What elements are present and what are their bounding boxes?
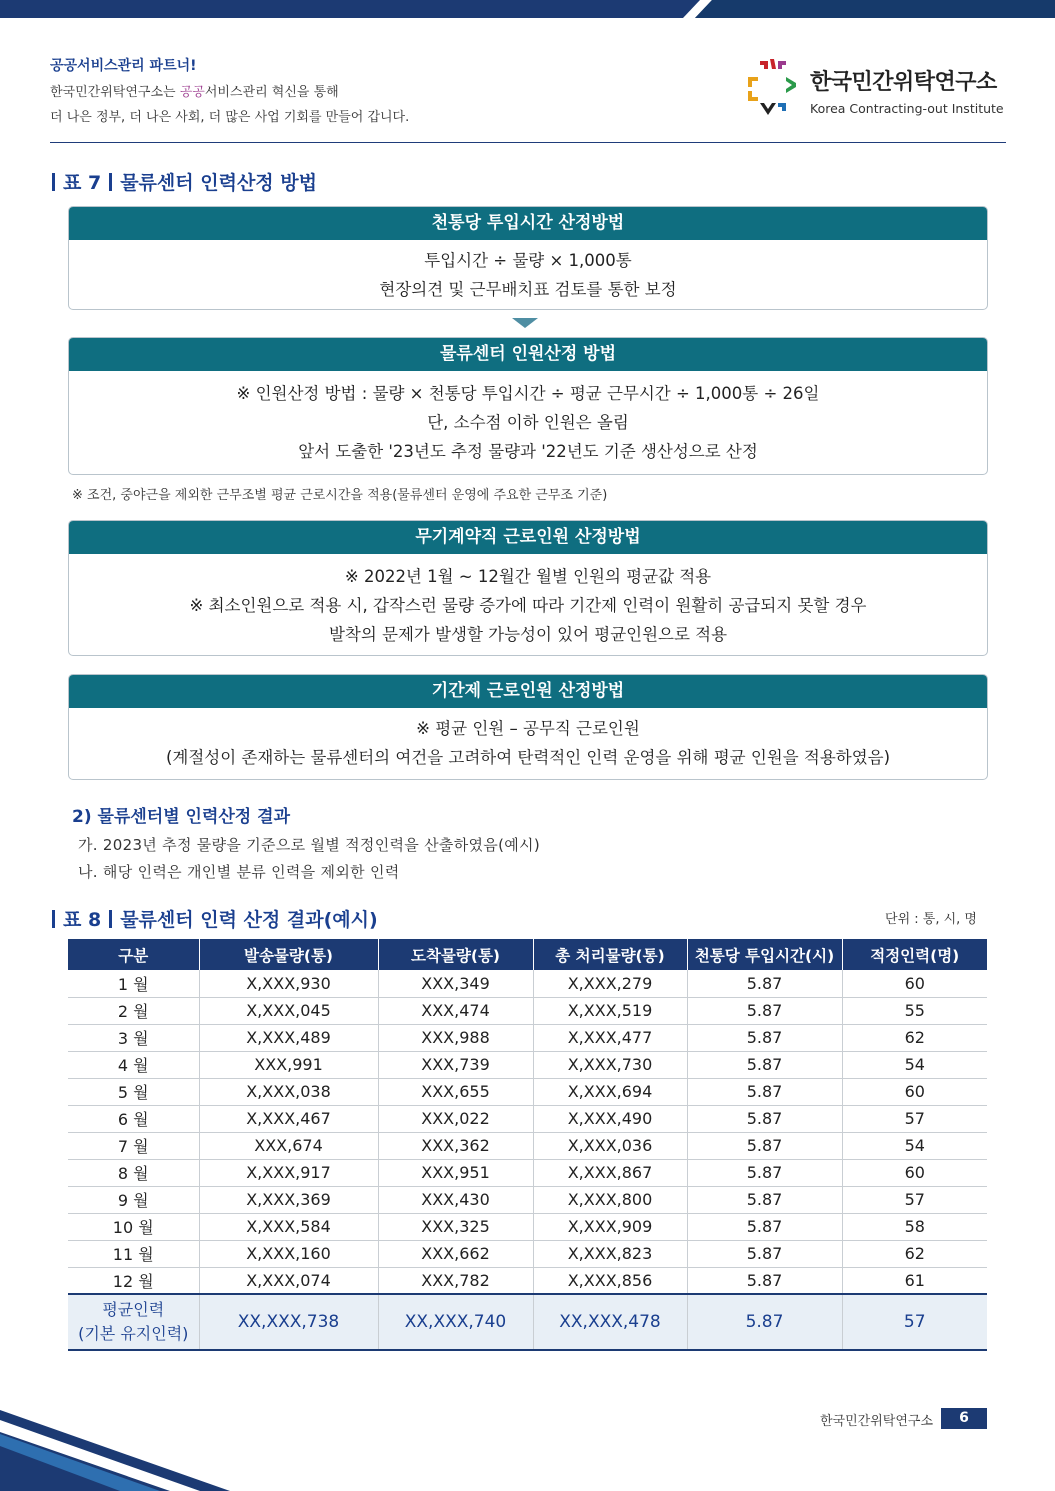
table-cell: XXX,325 [378,1213,533,1240]
table-cell: 5.87 [687,1132,842,1159]
title-bar [109,910,112,928]
logo-korean-name: 한국민간위탁연구소 [810,70,997,95]
table8-title-text: 물류센터 인력 산정 결과(예시) [120,909,378,931]
table-row [68,1051,987,1078]
table-header-row [68,939,987,970]
box-heading: 천통당 투입시간 산정방법 [69,207,987,240]
institute-logo [746,57,1006,119]
month-cell: 8 월 [68,1159,199,1186]
table-cell: X,XXX,694 [533,1078,687,1105]
table-cell: XXX,655 [378,1078,533,1105]
month-cell: 11 월 [68,1240,199,1267]
page-number: 6 [941,1408,987,1429]
page-header [50,55,1006,145]
logo-english-name: Korea Contracting-out Institute [810,101,1004,116]
box-temporary-staff-method [68,674,988,780]
table-cell: 54 [842,1132,987,1159]
table-row [68,1132,987,1159]
box-body [69,554,987,649]
tagline-line-1 [50,81,339,100]
box-permanent-staff-method [68,520,988,656]
column-header: 도착물량(통) [378,939,533,970]
average-cell: 5.87 [687,1294,842,1350]
box-per-thousand-hours [68,206,988,310]
table-cell: 5.87 [687,1105,842,1132]
table-cell: 58 [842,1213,987,1240]
table-cell: XXX,951 [378,1159,533,1186]
table-cell: X,XXX,856 [533,1267,687,1294]
column-header: 총 처리물량(통) [533,939,687,970]
table-cell: X,XXX,036 [533,1132,687,1159]
table-cell: 62 [842,1240,987,1267]
table8-number: 표 8 [63,909,102,931]
table-cell: 55 [842,997,987,1024]
tagline-line-2: 더 나은 정부, 더 나은 사회, 더 많은 사업 기회를 만들어 갑니다. [50,110,410,125]
table-cell: X,XXX,823 [533,1240,687,1267]
table-cell: X,XXX,930 [199,970,378,997]
table-cell: X,XXX,917 [199,1159,378,1186]
month-cell: 1 월 [68,970,199,997]
table-cell: X,XXX,584 [199,1213,378,1240]
box-line: 현장의견 및 근무배치표 검토를 통한 보정 [379,280,677,299]
table-cell: X,XXX,730 [533,1051,687,1078]
column-header: 적정인력(명) [842,939,987,970]
month-cell: 5 월 [68,1078,199,1105]
table-cell: XXX,782 [378,1267,533,1294]
bottom-decorative-band [0,1410,330,1491]
table-cell: 57 [842,1105,987,1132]
table-cell: 5.87 [687,1024,842,1051]
unit-label: 단위 : 통, 시, 명 [885,912,977,927]
box-line: 앞서 도출한 '23년도 추정 물량과 '22년도 기준 생산성으로 산정 [298,442,758,461]
table-cell: XXX,674 [199,1132,378,1159]
month-cell: 2 월 [68,997,199,1024]
table-cell: XXX,991 [199,1051,378,1078]
paragraph-b: 나. 해당 인력은 개인별 분류 인력을 제외한 인력 [78,863,400,881]
month-cell: 4 월 [68,1051,199,1078]
table-cell: XXX,739 [378,1051,533,1078]
column-header: 천통당 투입시간(시) [687,939,842,970]
table7-title [52,168,317,195]
table-body [68,970,987,1294]
average-cell: XX,XXX,738 [199,1294,378,1350]
tagline-highlight: 공공 [179,85,205,100]
average-cell: 57 [842,1294,987,1350]
footnote: ※ 조건, 중야근을 제외한 근무조별 평균 근로시간을 적용(물류센터 운영에 주요한 근무조 기준) [72,488,608,503]
table-cell: XXX,474 [378,997,533,1024]
staffing-result-table [68,939,987,1351]
tagline-title: 공공서비스관리 파트너! [50,58,197,74]
table-cell: 5.87 [687,1213,842,1240]
table-cell: 5.87 [687,1267,842,1294]
table-cell: XXX,022 [378,1105,533,1132]
table-cell: XXX,362 [378,1132,533,1159]
table-cell: 5.87 [687,997,842,1024]
table-cell: XXX,662 [378,1240,533,1267]
table7-number: 표 7 [63,172,102,194]
table-cell: 61 [842,1267,987,1294]
box-body [69,708,987,772]
table-cell: 57 [842,1186,987,1213]
paragraph-a: 가. 2023년 추정 물량을 기준으로 월별 적정인력을 산출하였음(예시) [78,836,540,854]
table-cell: 5.87 [687,1078,842,1105]
box-line: ※ 최소인원으로 적용 시, 갑작스런 물량 증가에 따라 기간제 인력이 원활히 공급되지 못할 경우 [189,596,867,615]
table-cell: 60 [842,1159,987,1186]
tagline-line-1-b: 서비스관리 혁신을 통해 [204,85,339,100]
average-cell: XX,XXX,478 [533,1294,687,1350]
tagline-line-1-a: 한국민간위탁연구소는 [50,85,180,100]
table-cell: X,XXX,489 [199,1024,378,1051]
table-cell: X,XXX,279 [533,970,687,997]
table-cell: XXX,430 [378,1186,533,1213]
table-cell: 5.87 [687,1240,842,1267]
box-line: 투입시간 ÷ 물량 × 1,000통 [424,251,632,270]
table-row [68,1267,987,1294]
table-cell: X,XXX,490 [533,1105,687,1132]
table-cell: X,XXX,800 [533,1186,687,1213]
footer-org: 한국민간위탁연구소 [820,1414,934,1429]
month-cell: 6 월 [68,1105,199,1132]
table-cell: X,XXX,369 [199,1186,378,1213]
month-cell: 12 월 [68,1267,199,1294]
table-row [68,970,987,997]
logo-mark-icon [746,57,798,115]
table-cell: X,XXX,867 [533,1159,687,1186]
header-divider [50,142,1006,143]
box-heading: 물류센터 인원산정 방법 [69,338,987,371]
box-line: 발착의 문제가 발생할 가능성이 있어 평균인원으로 적용 [328,625,728,644]
table-cell: 62 [842,1024,987,1051]
table-cell: 60 [842,970,987,997]
average-label-line-2: (기본 유지인력) [78,1324,189,1343]
table8-title [52,905,378,932]
table-row [68,1078,987,1105]
table-cell: X,XXX,519 [533,997,687,1024]
month-cell: 3 월 [68,1024,199,1051]
table-cell: X,XXX,074 [199,1267,378,1294]
box-body [69,371,987,466]
title-bar [52,910,55,928]
box-staffing-method [68,337,988,475]
box-line: ※ 평균 인원 – 공무직 근로인원 [416,719,640,738]
page-footer [820,1408,987,1429]
arrow-down-icon [512,318,538,328]
table-cell: X,XXX,909 [533,1213,687,1240]
table-cell: 5.87 [687,970,842,997]
average-label-line-1: 평균인력 [102,1300,165,1319]
table-cell: X,XXX,477 [533,1024,687,1051]
box-heading: 기간제 근로인원 산정방법 [69,675,987,708]
table-cell: XXX,988 [378,1024,533,1051]
section-heading: 2) 물류센터별 인력산정 결과 [72,807,290,827]
table-row [68,1186,987,1213]
title-bar [52,173,55,191]
box-line: (계절성이 존재하는 물류센터의 여건을 고려하여 탄력적인 인력 운영을 위해 평균 인원을 적용하였음) [165,748,891,767]
table-cell: X,XXX,038 [199,1078,378,1105]
table-cell: 60 [842,1078,987,1105]
title-bar [109,173,112,191]
box-body [69,240,987,304]
month-cell: 9 월 [68,1186,199,1213]
table-cell: X,XXX,045 [199,997,378,1024]
box-heading: 무기계약직 근로인원 산정방법 [69,521,987,554]
box-line: 단, 소수점 이하 인원은 올림 [427,413,629,432]
table-row [68,1240,987,1267]
month-cell: 7 월 [68,1132,199,1159]
table-row [68,997,987,1024]
table-cell: XXX,349 [378,970,533,997]
top-decorative-band [0,0,1055,18]
box-line: ※ 인원산정 방법 : 물량 × 천통당 투입시간 ÷ 평균 근무시간 ÷ 1,000통 ÷ 26일 [236,384,820,403]
table-cell: 5.87 [687,1051,842,1078]
box-line: ※ 2022년 1월 ~ 12월간 월별 인원의 평균값 적용 [344,567,712,586]
month-cell: 10 월 [68,1213,199,1240]
table-row [68,1105,987,1132]
average-label [68,1294,199,1350]
table-row [68,1024,987,1051]
average-row [68,1294,987,1350]
table7-title-text: 물류센터 인력산정 방법 [120,172,317,194]
table-row [68,1159,987,1186]
average-cell: XX,XXX,740 [378,1294,533,1350]
table-row [68,1213,987,1240]
column-header: 발송물량(통) [199,939,378,970]
column-header: 구분 [68,939,199,970]
table-cell: 54 [842,1051,987,1078]
table-cell: X,XXX,467 [199,1105,378,1132]
table-cell: X,XXX,160 [199,1240,378,1267]
table-cell: 5.87 [687,1159,842,1186]
table-cell: 5.87 [687,1186,842,1213]
